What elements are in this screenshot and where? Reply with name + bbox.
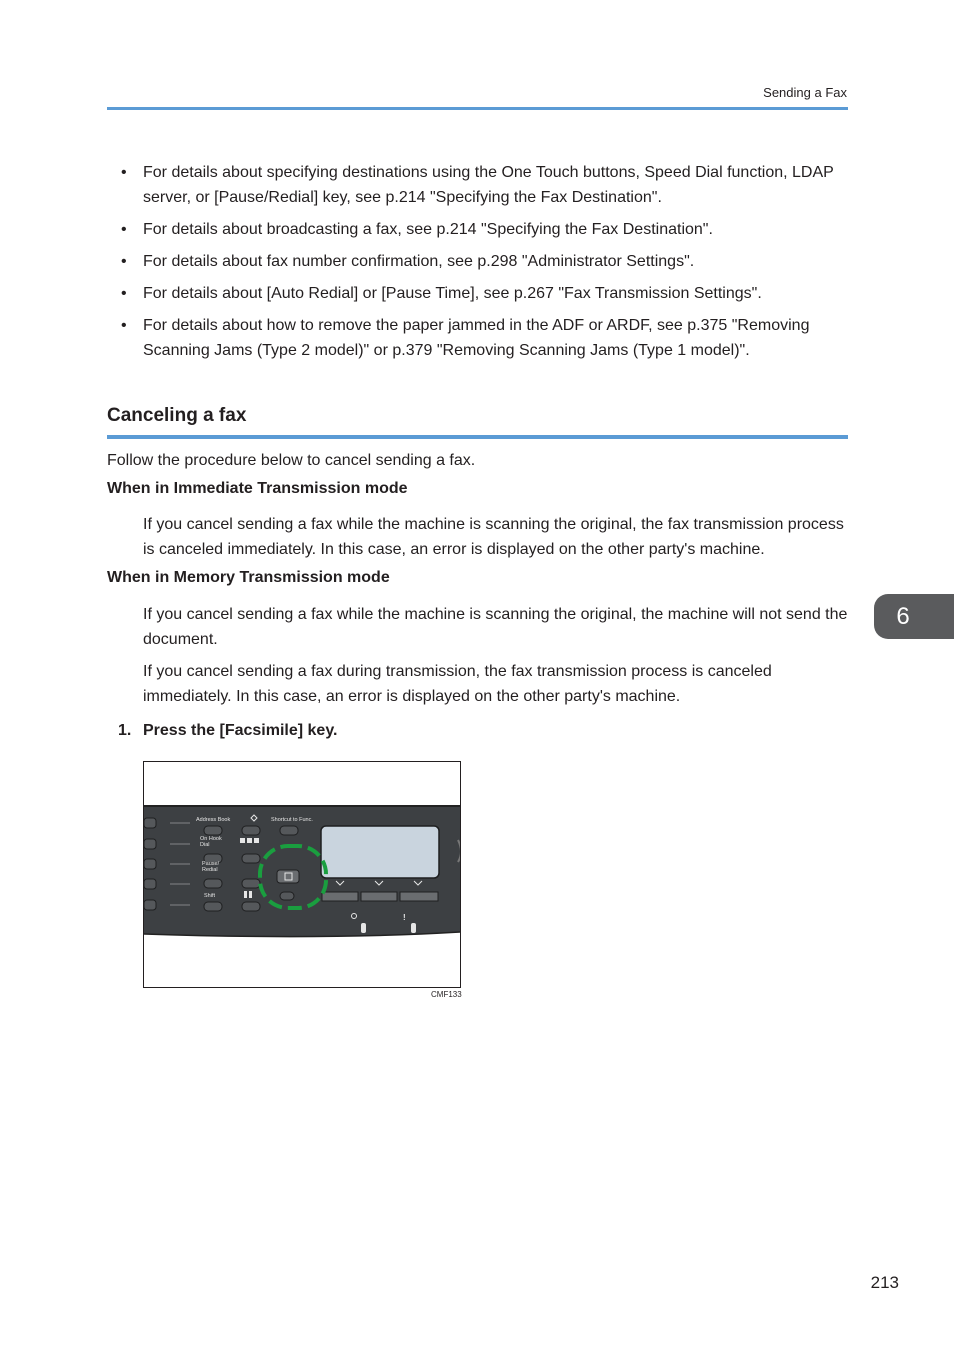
- list-item: [107, 249, 848, 274]
- bullet-icon: •: [121, 253, 127, 270]
- step-1: [118, 722, 337, 740]
- step-text: Press the [Facsimile] key.: [143, 722, 338, 739]
- figure-label: CMF133: [431, 990, 462, 999]
- list-item-text: For details about specifying destinations using the One Touch buttons, Speed Dial function, LDAP server, or [Pause/Redial] key, see p.214 "Specifying the Fax Destination".: [143, 164, 834, 206]
- running-header: Sending a Fax: [763, 85, 847, 100]
- memory-mode-text-2: If you cancel sending a fax during transmission, the fax transmission process is canceled immediately. In this case, an error is displayed on the other party's machine.: [143, 663, 772, 705]
- immediate-mode-heading: When in Immediate Transmission mode: [107, 480, 408, 497]
- section-intro: Follow the procedure below to cancel sending a fax.: [107, 452, 476, 469]
- shift-label: Shift: [204, 893, 216, 899]
- control-panel-illustration: [143, 761, 461, 988]
- list-item: [107, 313, 848, 363]
- shortcut-label: Shortcut to Func.: [271, 817, 313, 823]
- section-rule: [107, 435, 848, 439]
- immediate-mode-text: If you cancel sending a fax while the machine is scanning the original, the fax transmission process is canceled immediately. In this case, an error is displayed on the other party's machine.: [143, 516, 844, 558]
- memory-mode-text-1: If you cancel sending a fax while the machine is scanning the original, the machine will not send the document.: [143, 606, 848, 648]
- chapter-number: 6: [896, 603, 910, 630]
- notes-list: [107, 160, 848, 370]
- list-item-text: For details about [Auto Redial] or [Pause Time], see p.267 "Fax Transmission Settings".: [143, 285, 762, 302]
- pause-label: Pause/: [202, 861, 220, 867]
- header-rule: [107, 107, 848, 110]
- bullet-icon: •: [121, 221, 127, 238]
- redial-label: Redial: [202, 867, 218, 873]
- bullet-icon: •: [121, 164, 127, 181]
- bullet-icon: •: [121, 317, 127, 334]
- list-item-text: For details about how to remove the paper jammed in the ADF or ARDF, see p.375 "Removing Scanning Jams (Type 2 model)" or p.379 "Removing Scanning Jams (Type 1 model)".: [143, 317, 810, 359]
- list-item: [107, 217, 848, 242]
- section-title: Canceling a fax: [107, 405, 247, 426]
- list-item-text: For details about broadcasting a fax, see p.214 "Specifying the Fax Destination".: [143, 221, 713, 238]
- step-number: 1.: [118, 722, 132, 739]
- bullet-icon: •: [121, 285, 127, 302]
- list-item-text: For details about fax number confirmation, see p.298 "Administrator Settings".: [143, 253, 695, 270]
- list-item: [107, 160, 848, 210]
- address-book-label: Address Book: [196, 817, 231, 823]
- page-number: 213: [870, 1273, 899, 1292]
- svg-text:!: !: [403, 913, 406, 922]
- memory-mode-heading: When in Memory Transmission mode: [107, 569, 390, 586]
- on-hook-label: On Hook: [200, 836, 222, 842]
- dial-label: Dial: [200, 842, 210, 848]
- list-item: [107, 281, 848, 306]
